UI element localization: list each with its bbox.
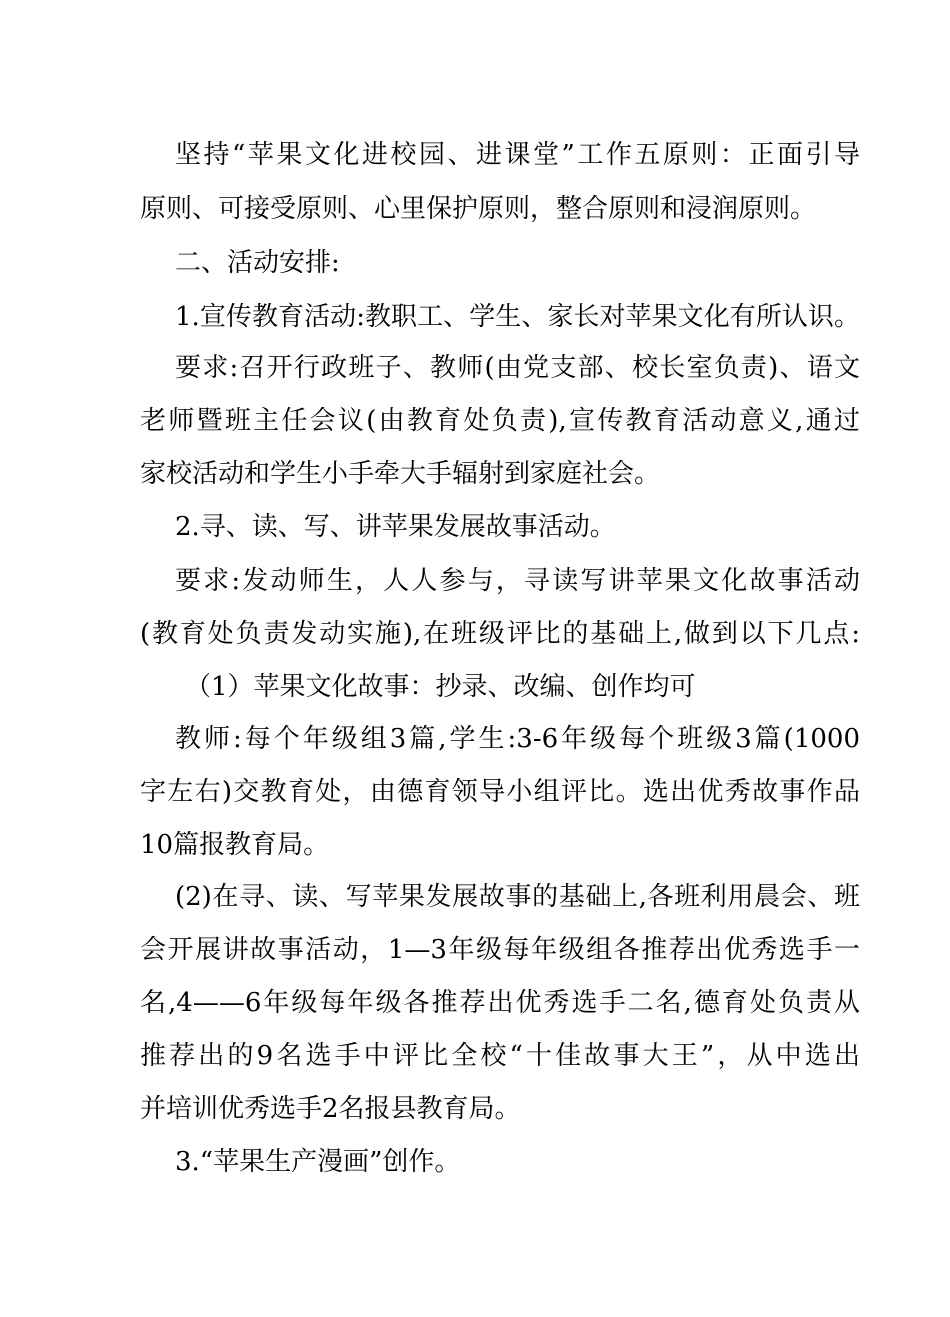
- sub-item-2-line-2: 会开展讲故事活动，1—3年级每年级组各推荐出优秀选手一: [140, 935, 860, 965]
- item-1-requirement-line-2: 老师暨班主任会议(由教育处负责),宣传教育活动意义,通过: [140, 406, 860, 436]
- item-1-heading: 1.宣传教育活动:教职工、学生、家长对苹果文化有所认识。: [175, 302, 860, 332]
- item-1-requirement-line-1: 要求:召开行政班子、教师(由党支部、校长室负责)、语文: [175, 353, 860, 383]
- sub-item-1-heading: （1）苹果文化故事：抄录、改编、创作均可: [185, 672, 696, 702]
- sub-item-2-line-4: 推荐出的9名选手中评比全校“十佳故事大王”，从中选出: [140, 1041, 860, 1071]
- sub-item-1-line-1: 教师:每个年级组3篇,学生:3-6年级每个班级3篇(1000: [175, 724, 860, 754]
- section-heading-activities: 二、活动安排:: [175, 248, 340, 278]
- sub-item-2-line-3: 名,4——6年级每年级各推荐出优秀选手二名,德育处负责从: [140, 988, 860, 1018]
- paragraph-principles-line-1: 坚持“苹果文化进校园、进课堂”工作五原则：正面引导: [175, 140, 860, 170]
- item-3-heading: 3.“苹果生产漫画”创作。: [175, 1147, 461, 1177]
- item-2-requirement-line-2: (教育处负责发动实施),在班级评比的基础上,做到以下几点:: [140, 619, 860, 649]
- item-2-requirement-line-1: 要求:发动师生，人人参与，寻读写讲苹果文化故事活动: [175, 566, 860, 596]
- sub-item-2-line-1: (2)在寻、读、写苹果发展故事的基础上,各班利用晨会、班: [175, 882, 860, 912]
- item-2-heading: 2.寻、读、写、讲苹果发展故事活动。: [175, 512, 616, 542]
- sub-item-2-line-5: 并培训优秀选手2名报县教育局。: [140, 1094, 521, 1124]
- sub-item-1-line-2: 字左右)交教育处，由德育领导小组评比。选出优秀故事作品: [140, 777, 860, 807]
- item-1-requirement-line-3: 家校活动和学生小手牵大手辐射到家庭社会。: [140, 459, 661, 489]
- paragraph-principles-line-2: 原则、可接受原则、心里保护原则，整合原则和浸润原则。: [140, 194, 817, 224]
- sub-item-1-line-3: 10篇报教育局。: [140, 830, 330, 860]
